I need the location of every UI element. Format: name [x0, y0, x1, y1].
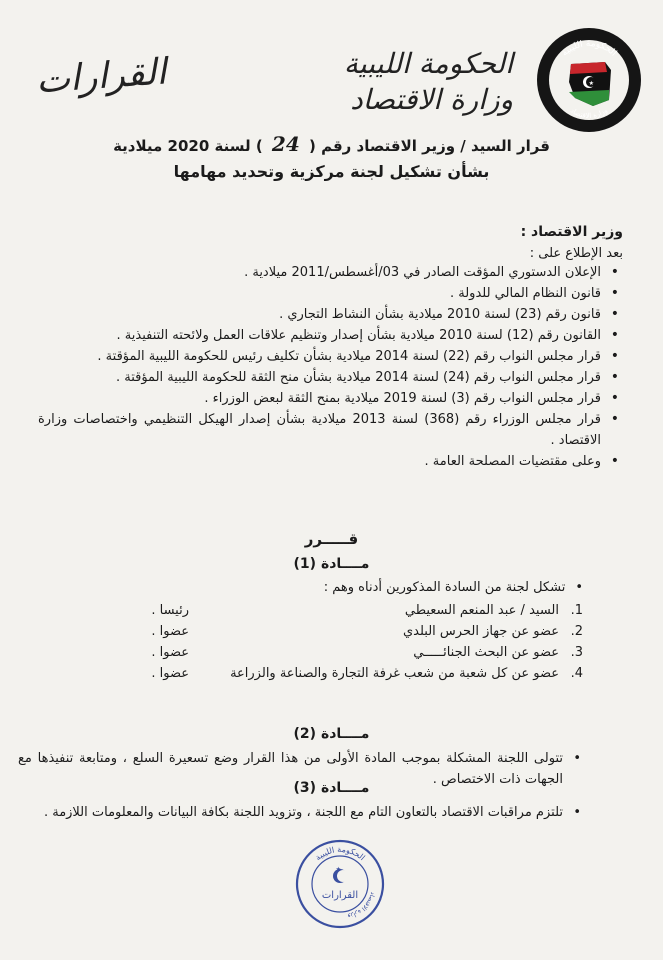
article-2-heading: مــــادة (2) [293, 726, 370, 742]
government-name: الحكومة الليبية [343, 47, 513, 80]
recitals-list [38, 262, 623, 472]
recital-item: • القانون رقم (12) لسنة 2010 ميلادية بشأن إصدار وتنظيم علاقات العمل ولائحته التنفيذية . [38, 325, 623, 346]
article-3-text: • تلتزم مراقبات الاقتصاد بالتعاون التام مع اللجنة ، وتزويد اللجنة بكافة البيانات والمعلومات اللازمة . [18, 802, 583, 823]
government-heading [344, 46, 513, 118]
recital-item: • الإعلان الدستوري المؤقت الصادر في 03/أغسطس/2011 ميلادية . [38, 262, 623, 283]
recital-item: • قانون رقم (23) لسنة 2010 ميلادية بشأن النشاط التجاري . [38, 304, 623, 325]
recital-item: • قرار مجلس النواب رقم (3) لسنة 2019 ميلادية بمنح الثقة لبعض الوزراء . [38, 388, 623, 409]
official-stamp [294, 838, 386, 930]
decision-title [0, 132, 663, 156]
committee-member [83, 600, 583, 621]
ministry-logo [535, 26, 643, 134]
svg-text:★: ★ [335, 866, 341, 873]
ministry-name: وزارة الاقتصاد [350, 83, 513, 116]
svg-text:★: ★ [588, 80, 594, 87]
svg-text:الحكومة الليبية [314, 845, 367, 862]
recital-item: • وعلى مقتضيات المصلحة العامة . [38, 451, 623, 472]
member-name: عضو عن البحث الجنائـــــي [413, 645, 559, 660]
member-index: 1. [570, 603, 583, 618]
recital-item: • قرار مجلس النواب رقم (24) لسنة 2014 ميلادية بشأن منح الثقة للحكومة الليبية المؤقتة . [38, 367, 623, 388]
stamp-center-text: القرارات [321, 890, 359, 901]
committee-member [83, 642, 583, 663]
recital-item: • قانون النظام المالي للدولة . [38, 283, 623, 304]
member-name: عضو عن جهاز الحرس البلدي [403, 624, 559, 639]
committee-member [83, 663, 583, 684]
title-suffix: ) لسنة 2020 ميلادية [113, 137, 263, 155]
recital-item: • قرار مجلس الوزراء رقم (368) لسنة 2013 ميلادية بشأن إصدار الهيكل التنظيمي واختصاصات وزارة الاقتصاد . [38, 409, 623, 451]
recital-item: • قرار مجلس النواب رقم (22) لسنة 2014 ميلادية بشأن تكليف رئيس للحكومة الليبية المؤقتة . [38, 346, 623, 367]
logo-ring-text: الحكومة الليبية [559, 38, 619, 59]
crescent-star-icon [333, 866, 349, 883]
decided-heading: قـــــرر [304, 530, 359, 548]
committee-member [83, 621, 583, 642]
member-name: عضو عن كل شعبة من شعب غرفة التجارة والصناعة والزراعة [230, 666, 559, 681]
article-1-intro: • تشكل لجنة من السادة المذكورين أدناه وهم : [324, 580, 583, 595]
article-1-heading: مــــادة (1) [293, 556, 370, 572]
after-review-label: بعد الإطلاع على : [529, 246, 623, 261]
committee-members-list [83, 600, 583, 684]
member-role: عضوا . [151, 666, 189, 681]
member-role: عضوا . [151, 645, 189, 660]
member-index: 2. [570, 624, 583, 639]
decisions-label: القرارات [34, 51, 168, 102]
title-prefix: قرار السيد / وزير الاقتصاد رقم ( [309, 137, 550, 155]
stamp-ring-side: وزارة الاقتصاد [347, 891, 377, 921]
member-name: السيد / عبد المنعم السعيطي [404, 603, 559, 618]
member-index: 3. [570, 645, 583, 660]
member-role: عضوا . [151, 624, 189, 639]
member-role: رئيسا . [151, 603, 189, 618]
logo-bottom-text: وزارة الاقتصاد [568, 106, 610, 121]
article-2-text: • تتولى اللجنة المشكلة بموجب المادة الأولى من هذا القرار وضع تسعيرة السلع ، ومتابعة تنفيذها مع الجهات ذات الاختصاص . [18, 748, 583, 790]
decision-subject: بشأن تشكيل لجنة مركزية وتحديد مهامها [173, 162, 490, 181]
stamp-ring-top: الحكومة الليبية [313, 844, 367, 863]
article-3-heading: مــــادة (3) [293, 780, 370, 796]
decision-number: 24 [271, 132, 300, 156]
minister-heading: وزير الاقتصاد : [520, 224, 623, 240]
member-index: 4. [570, 666, 583, 681]
